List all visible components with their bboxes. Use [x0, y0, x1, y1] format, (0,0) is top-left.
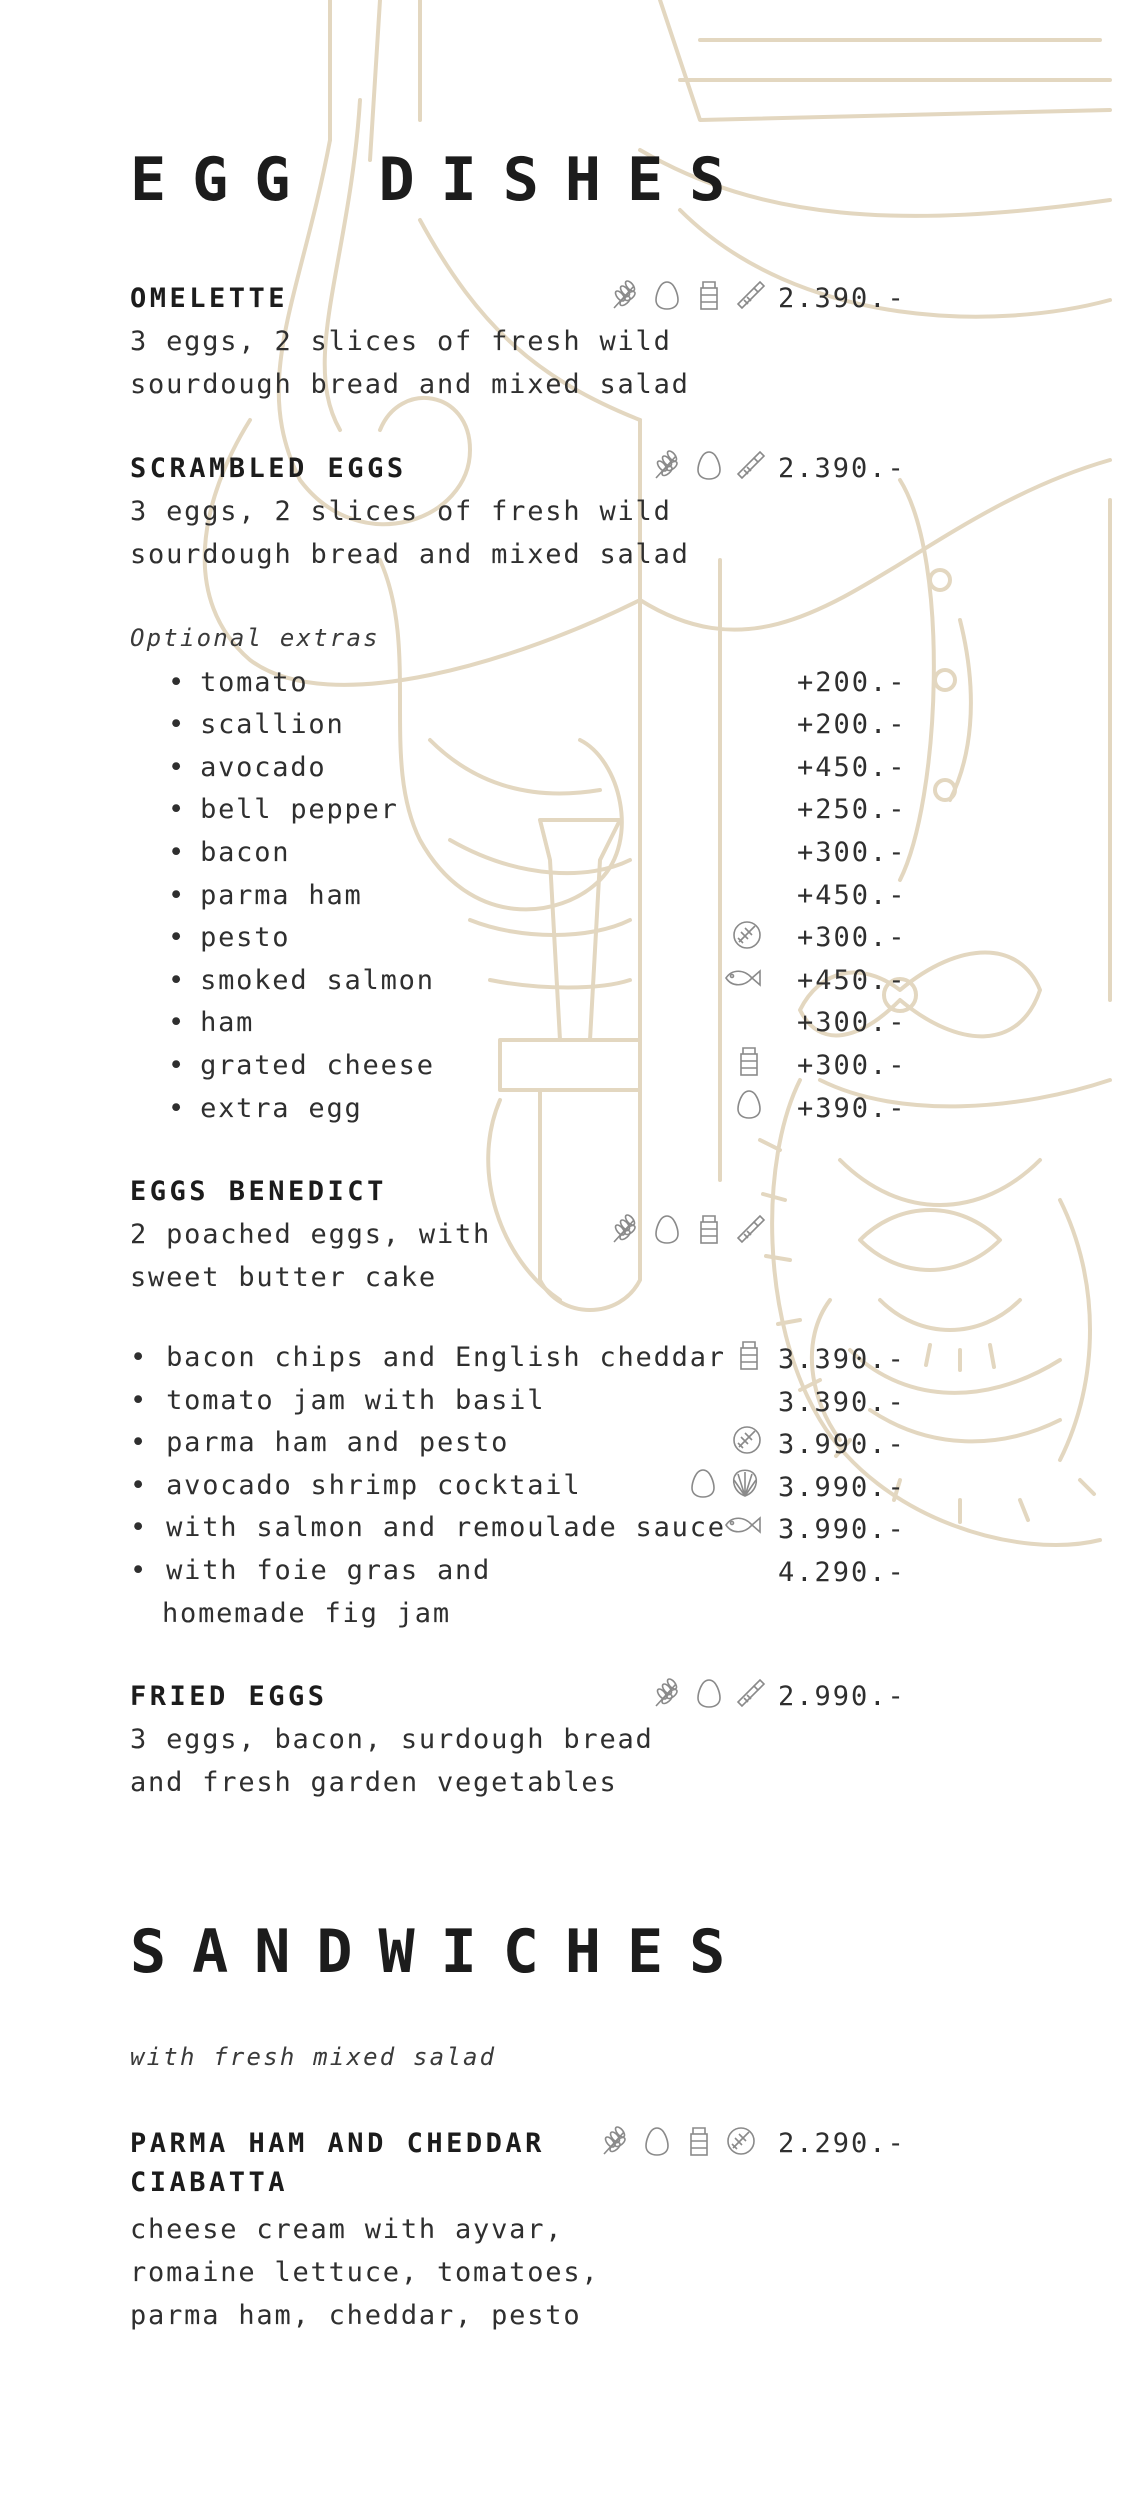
item-name-eggs-benedict: EGGS BENEDICT	[130, 1176, 387, 1207]
nuts-icon	[730, 918, 764, 952]
benedict-variant: • parma ham and pesto	[130, 1427, 510, 1458]
item-name-parma-ham-cheddar-ciabatta	[130, 2124, 545, 2202]
extra-item	[168, 663, 308, 702]
extra-name: bell pepper	[200, 794, 399, 825]
milk-icon	[692, 1212, 726, 1246]
gluten-icon	[598, 2124, 632, 2158]
extra-name: extra egg	[200, 1093, 363, 1124]
egg-icon	[692, 1676, 726, 1710]
bullet: •	[168, 709, 187, 740]
description-parma-ciabatta	[130, 2208, 599, 2337]
description-line: 3 eggs, 2 slices of fresh wild	[130, 496, 672, 527]
price-fried-eggs: 2.990.-	[778, 1681, 906, 1712]
bullet: •	[168, 752, 187, 783]
nuts-icon	[730, 1423, 764, 1457]
extra-name: pesto	[200, 922, 291, 953]
benedict-variant: • with foie gras and	[130, 1555, 492, 1586]
price-benedict-variant: 3.990.-	[778, 1429, 906, 1460]
bullet: •	[168, 965, 187, 996]
allergen-icons-eggs-benedict	[608, 1210, 768, 1248]
extra-item	[168, 1089, 363, 1128]
fish-icon	[722, 1508, 762, 1542]
benedict-variant-line2: homemade fig jam	[162, 1598, 451, 1629]
description-line: romaine lettuce, tomatoes,	[130, 2257, 600, 2288]
price-omelette: 2.390.-	[778, 283, 906, 314]
optional-extras-label: Optional extras	[130, 624, 380, 652]
bullet: •	[168, 667, 187, 698]
milk-icon	[692, 278, 726, 312]
extra-item	[168, 876, 363, 915]
item-name-line: PARMA HAM AND CHEDDAR	[130, 2128, 545, 2159]
egg-icon	[640, 2124, 674, 2158]
extra-item	[168, 705, 345, 744]
allergen-icons-scrambled-eggs	[650, 446, 768, 484]
item-name-line: CIABATTA	[130, 2167, 289, 2199]
benedict-variant: • bacon chips and English cheddar	[130, 1342, 726, 1373]
mustard-icon	[734, 1676, 768, 1710]
description-line: 3 eggs, 2 slices of fresh wild	[130, 326, 672, 357]
mustard-icon	[734, 278, 768, 312]
extra-item	[168, 1003, 254, 1042]
description-line: cheese cream with ayvar,	[130, 2214, 564, 2245]
allergen-icons-benedict-variant	[686, 1464, 762, 1502]
item-name-scrambled-eggs: SCRAMBLED EGGS	[130, 453, 407, 484]
description-fried-eggs	[130, 1718, 654, 1804]
description-omelette	[130, 320, 690, 406]
price-benedict-variant: 3.390.-	[778, 1387, 906, 1418]
price-benedict-variant: 3.390.-	[778, 1344, 906, 1375]
extra-name: parma ham	[200, 880, 363, 911]
description-line: sourdough bread and mixed salad	[130, 369, 690, 400]
description-line: parma ham, cheddar, pesto	[130, 2300, 582, 2331]
price-scrambled-eggs: 2.390.-	[778, 453, 906, 484]
mustard-icon	[734, 1212, 768, 1246]
extra-item	[168, 833, 290, 872]
extra-item	[168, 1046, 435, 1085]
price-benedict-variant: 4.290.-	[778, 1557, 906, 1588]
extra-price: +450.-	[797, 965, 907, 996]
milk-icon	[732, 1044, 766, 1078]
bullet: •	[168, 837, 187, 868]
description-eggs-benedict	[130, 1213, 491, 1299]
egg-icon	[650, 278, 684, 312]
extra-price: +450.-	[797, 880, 907, 911]
extra-item	[168, 961, 435, 1000]
extra-name: avocado	[200, 752, 327, 783]
bullet: •	[168, 880, 187, 911]
gluten-icon	[608, 278, 642, 312]
description-line: 3 eggs, bacon, surdough bread	[130, 1724, 654, 1755]
shellfish-icon	[728, 1466, 762, 1500]
extra-item	[168, 748, 326, 787]
description-line: and fresh garden vegetables	[130, 1767, 618, 1798]
extra-price: +200.-	[797, 667, 907, 698]
bullet: •	[168, 1007, 187, 1038]
description-line: sourdough bread and mixed salad	[130, 539, 690, 570]
description-scrambled-eggs	[130, 490, 690, 576]
bullet: •	[168, 1093, 187, 1124]
nuts-icon	[724, 2124, 758, 2158]
price-benedict-variant: 3.990.-	[778, 1514, 906, 1545]
extra-name: scallion	[200, 709, 345, 740]
extra-name: tomato	[200, 667, 309, 698]
extra-name: grated cheese	[200, 1050, 435, 1081]
milk-icon	[732, 1338, 766, 1372]
egg-icon	[650, 1212, 684, 1246]
extra-name: ham	[200, 1007, 255, 1038]
description-line: sweet butter cake	[130, 1262, 437, 1293]
allergen-icons-omelette	[608, 276, 768, 314]
item-name-omelette: OMELETTE	[130, 283, 289, 314]
benedict-variant: • avocado shrimp cocktail	[130, 1470, 582, 1501]
extra-price: +300.-	[797, 922, 907, 953]
gluten-icon	[608, 1212, 642, 1246]
extra-price: +300.-	[797, 837, 907, 868]
extra-price: +300.-	[797, 1007, 907, 1038]
egg-icon	[692, 448, 726, 482]
bullet: •	[168, 794, 187, 825]
fish-icon	[722, 961, 762, 995]
item-name-fried-eggs: FRIED EGGS	[130, 1681, 328, 1712]
extra-item	[168, 918, 290, 957]
extra-name: bacon	[200, 837, 291, 868]
extra-item	[168, 790, 399, 829]
bullet: •	[168, 1050, 187, 1081]
gluten-icon	[650, 1676, 684, 1710]
benedict-variant: • tomato jam with basil	[130, 1385, 546, 1416]
egg-icon	[732, 1087, 766, 1121]
allergen-icons-fried-eggs	[650, 1674, 768, 1712]
extra-price: +390.-	[797, 1093, 907, 1124]
extra-price: +450.-	[797, 752, 907, 783]
section-title-egg-dishes: EGG DISHES	[130, 145, 752, 215]
mustard-icon	[734, 448, 768, 482]
egg-icon	[686, 1466, 720, 1500]
gluten-icon	[650, 448, 684, 482]
sandwiches-note: with fresh mixed salad	[130, 2043, 497, 2071]
benedict-variant: • with salmon and remoulade sauce	[130, 1512, 726, 1543]
allergen-icons-parma-ciabatta	[598, 2122, 758, 2160]
extra-price: +300.-	[797, 1050, 907, 1081]
bullet: •	[168, 922, 187, 953]
price-parma-ciabatta: 2.290.-	[778, 2128, 906, 2159]
milk-icon	[682, 2124, 716, 2158]
extra-price: +250.-	[797, 794, 907, 825]
extra-name: smoked salmon	[200, 965, 435, 996]
price-benedict-variant: 3.990.-	[778, 1472, 906, 1503]
extra-price: +200.-	[797, 709, 907, 740]
description-line: 2 poached eggs, with	[130, 1219, 492, 1250]
section-title-sandwiches: SANDWICHES	[130, 1917, 752, 1987]
